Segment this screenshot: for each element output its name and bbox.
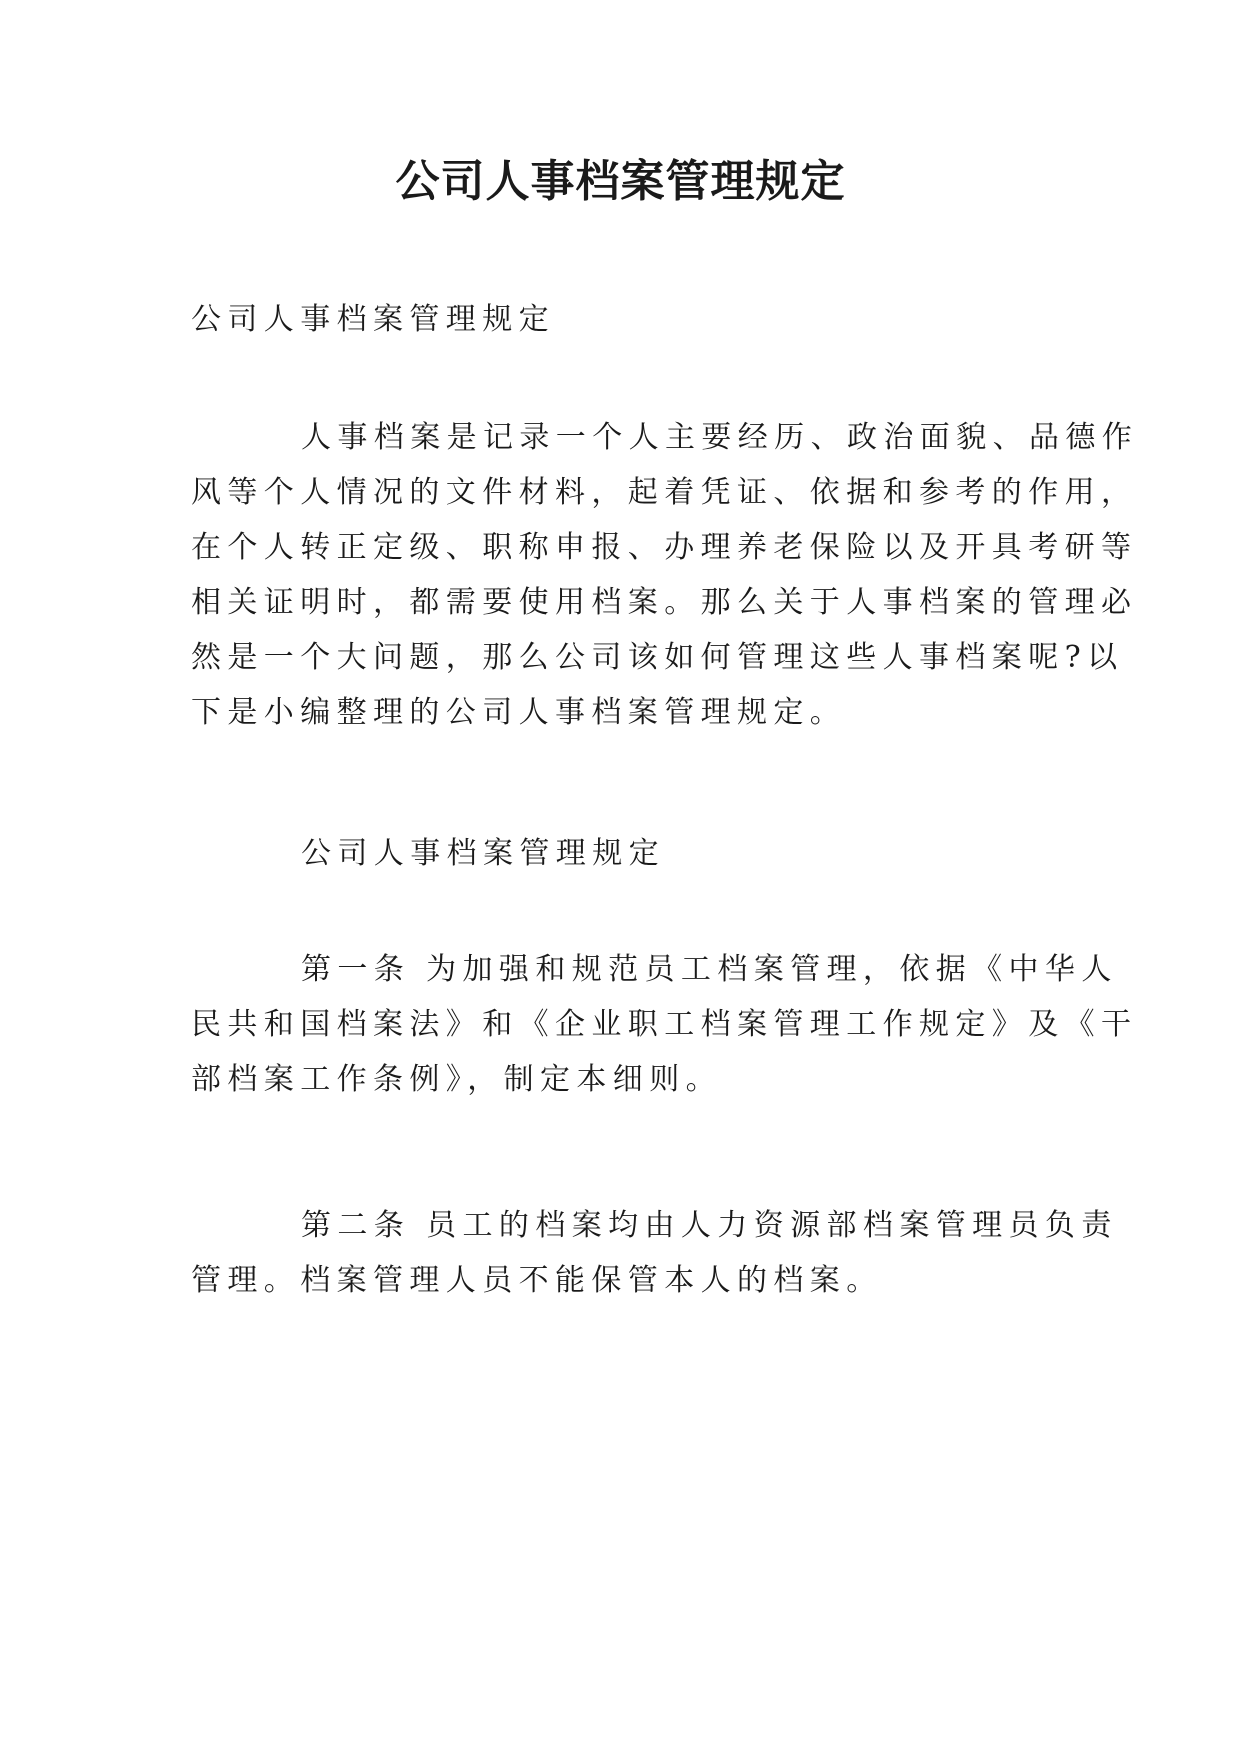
section-heading-text: 公司人事档案管理规定: [301, 836, 665, 871]
article-1: [191, 942, 1138, 1107]
intro-line: 下是小编整理的公司人事档案管理规定。: [191, 695, 847, 730]
intro-line: 相关证明时，都需要使用档案。那么关于人事档案的管理必: [191, 585, 1138, 620]
article-line: 管理。档案管理人员不能保管本人的档案。: [191, 1263, 883, 1298]
article-line: 第二条 员工的档案均由人力资源部档案管理员负责: [301, 1208, 1118, 1243]
subtitle-text: 公司人事档案管理规定: [191, 302, 555, 337]
article-2: [191, 1198, 1118, 1308]
document-subtitle: [191, 292, 1061, 347]
article-line: 民共和国档案法》和《企业职工档案管理工作规定》及《干: [191, 1007, 1138, 1042]
intro-paragraph: [191, 410, 1139, 740]
article-line: 部档案工作条例》，制定本细则。: [191, 1062, 722, 1097]
intro-line: 然是一个大问题，那么公司该如何管理这些人事档案呢?以: [191, 640, 1124, 675]
article-line: 第一条 为加强和规范员工档案管理，依据《中华人: [301, 952, 1118, 987]
document-title: 公司人事档案管理规定: [395, 156, 846, 207]
intro-line: 风等个人情况的文件材料，起着凭证、依据和参考的作用，: [191, 475, 1138, 510]
intro-line: 在个人转正定级、职称申报、办理养老保险以及开具考研等: [191, 530, 1138, 565]
section-heading: [191, 826, 1061, 881]
intro-line: 人事档案是记录一个人主要经历、政治面貌、品德作: [301, 420, 1139, 455]
